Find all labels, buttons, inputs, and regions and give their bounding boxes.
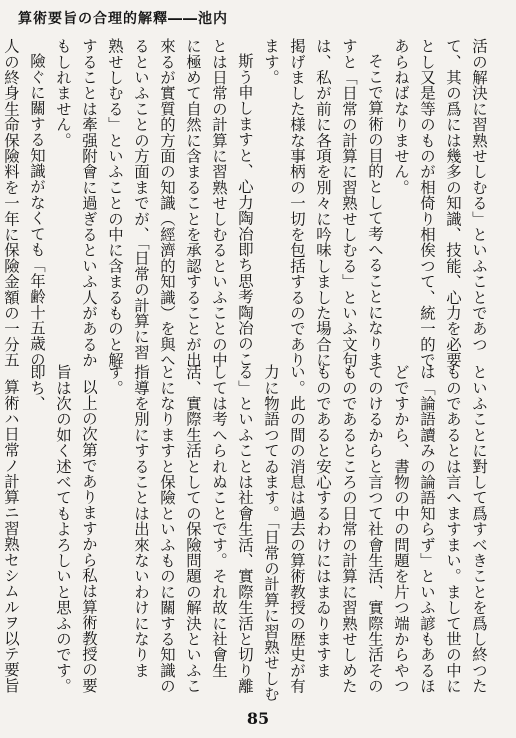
page-number: 85 <box>246 709 270 728</box>
paragraph: 斯う申しますと、心力陶冶即ち思考陶冶のことは日常の計算に習熟せしむるといふことの中に極めて自然に含まることを承認することが出來るが實質的方面の知識（經濟的知識）を與へるといふことの方面までが、「日常の計算に習熟せしむる」といふことの中に含まるものと解することは牽强附會に過ぎるといふ人があるかもしれません。 <box>54 38 254 368</box>
running-title: 算術要旨の合理的解釋――池内 <box>18 11 228 27</box>
upper-text-column <box>2 38 492 368</box>
lower-text-column <box>2 364 492 704</box>
paragraph: 活の解決に習熟せしむる」といふことであつて、其の爲には幾多の知識、技能、心力を必要とし又是等のものが相倚り相俟つて、統一的であらねばなりません。 <box>392 38 488 368</box>
paragraph: そこで算術の目的として考へることになりますと「日常の計算に習熟せしむる」といふ文句は、私が前に各項を別々に吟味しました場合に掲げました様な事柄の一切を包括するのであります。 <box>262 38 384 368</box>
paragraph: 以上の次第でありますから私は算術教授の要旨は次の如く述べてもよろしいと思ふのです。即ち、 <box>28 364 98 694</box>
quoted-aim-text: 算術ハ日常ノ計算ニ習熟セシムルヲ以テ要旨 <box>2 379 20 694</box>
paragraph: 險ぐに關する知識がなくても「年齢十五歳の人の終身生命保險料を一年に保險金額の一分五 <box>2 38 46 368</box>
paragraph: といふことに對して爲すべきことを爲し終つたものであるとは言へますまい。まして世の中には「論語讀みの論語知らず」といふ諺もあるほどですから、書物の中の問題を片つ端からやつてのけるからと言つて社會生活、實際生活そのものであるところの日常の計算に習熟せしめたものであると安心するわけにはまゐりますまい。此の間の消息は過去の算術教授の歴史が有力に物語つてゐます。「日常の計算に習熟せしむる」といふことは社會生活、實際生活と切り離しては考へられぬことです。それ故に社會生活、實際生活としての保險問題の解決といふことになりますと保險といふものに關する知識の指導を別にすることは出來ないわけになります。 <box>106 364 488 702</box>
quoted-aim <box>0 364 24 704</box>
